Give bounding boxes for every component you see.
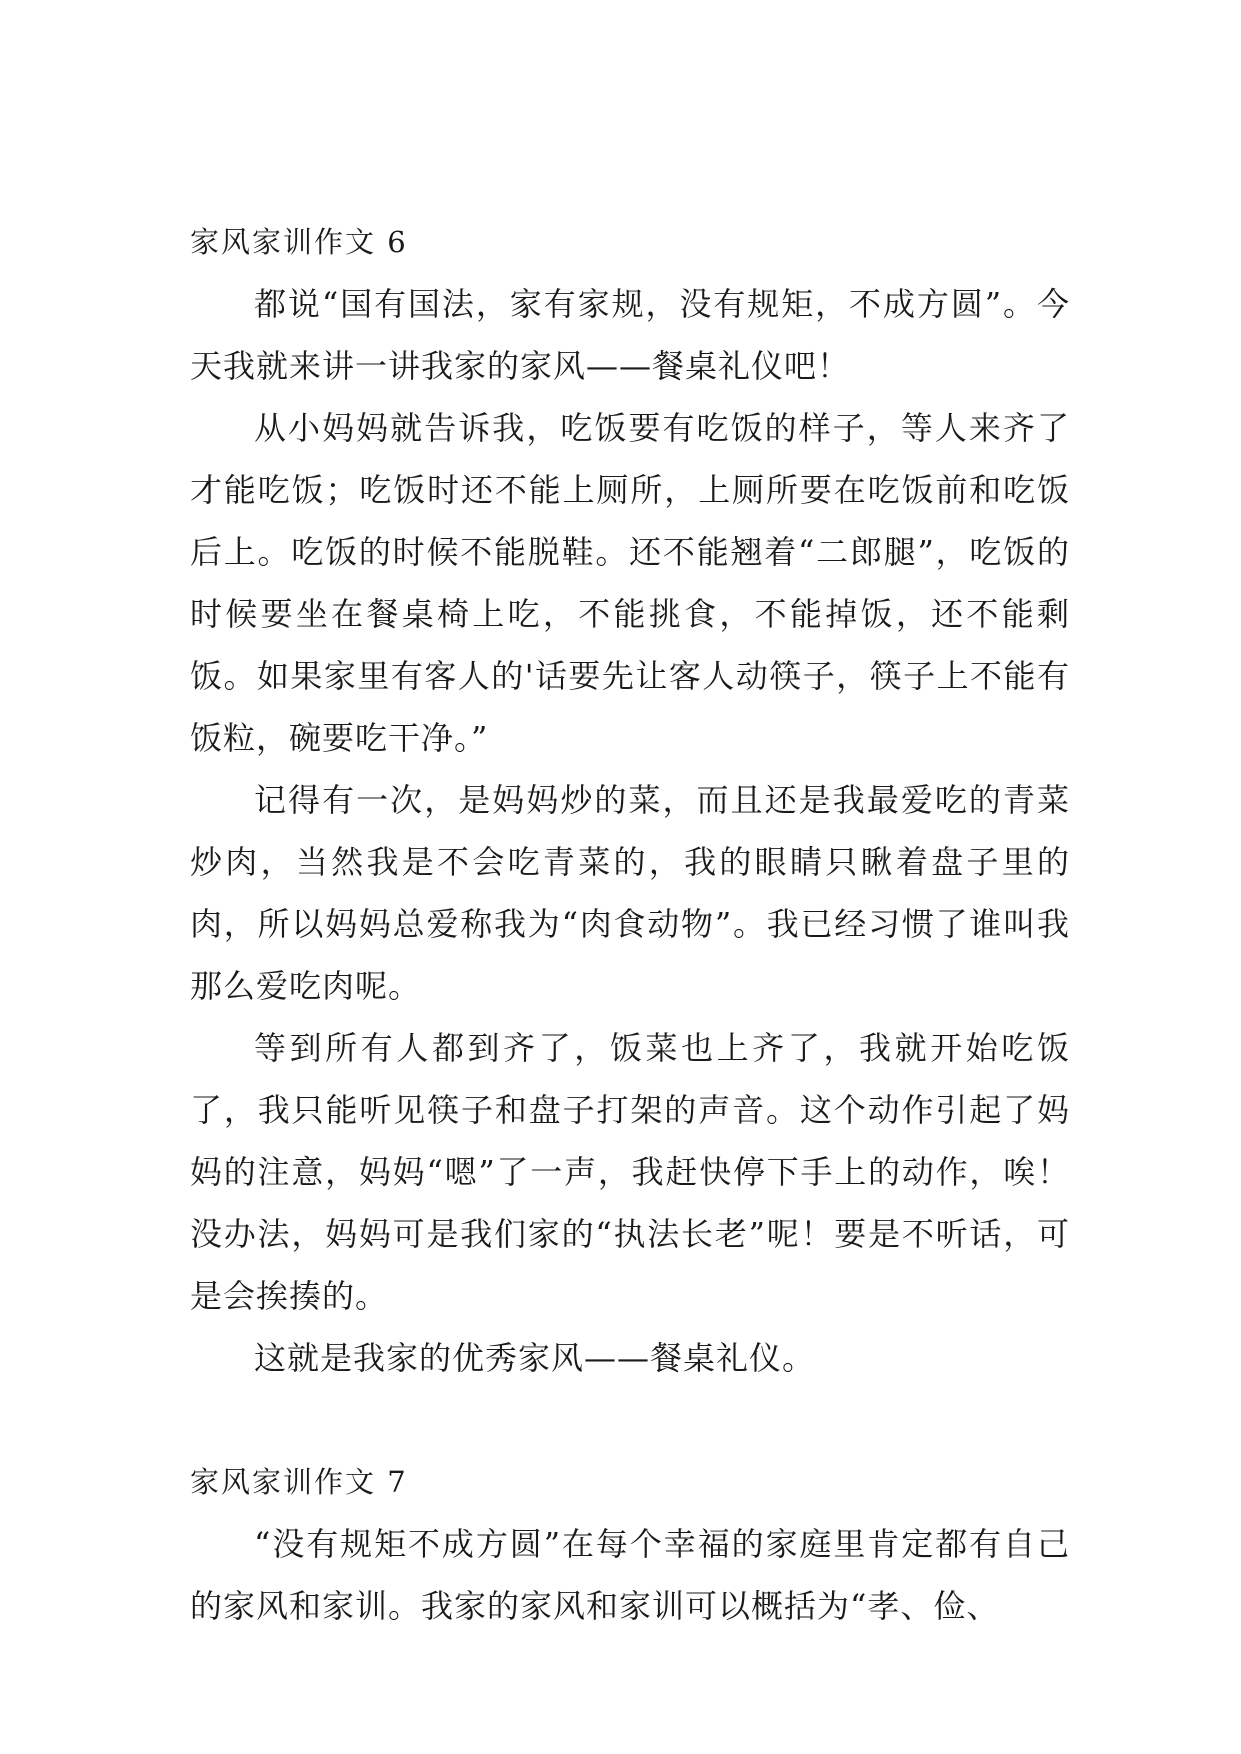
section-heading: 家风家训作文 7 (190, 1465, 408, 1499)
essay-section-7 (190, 1451, 1070, 1637)
document-body (190, 211, 1070, 1637)
paragraph: “没有规矩不成方圆”在每个幸福的家庭里肯定都有自己的家风和家训。我家的家风和家训可以概括为“孝、俭、 (190, 1525, 1070, 1625)
paragraph: 记得有一次，是妈妈炒的菜，而且还是我最爱吃的青菜炒肉，当然我是不会吃青菜的，我的眼睛只瞅着盘子里的肉，所以妈妈总爱称我为“肉食动物”。我已经习惯了谁叫我那么爱吃肉呢。 (190, 781, 1070, 1005)
paragraph: 都说“国有国法，家有家规，没有规矩，不成方圆”。今天我就来讲一讲我家的家风——餐桌礼仪吧！ (190, 285, 1070, 385)
paragraph: 从小妈妈就告诉我，吃饭要有吃饭的样子，等人来齐了才能吃饭；吃饭时还不能上厕所，上厕所要在吃饭前和吃饭后上。吃饭的时候不能脱鞋。还不能翘着“二郎腿”，吃饭的时候要坐在餐桌椅上吃，不能挑食，不能掉饭，还不能剩饭。如果家里有客人的'话要先让客人动筷子，筷子上不能有饭粒，碗要吃干净。” (190, 409, 1070, 757)
essay-section-6 (190, 211, 1070, 1389)
section-heading: 家风家训作文 6 (190, 225, 408, 259)
paragraph: 这就是我家的优秀家风——餐桌礼仪。 (254, 1339, 816, 1377)
paragraph: 等到所有人都到齐了，饭菜也上齐了，我就开始吃饭了，我只能听见筷子和盘子打架的声音。这个动作引起了妈妈的注意，妈妈“嗯”了一声，我赶快停下手上的动作，唉！没办法，妈妈可是我们家的“执法长老”呢！要是不听话，可是会挨揍的。 (190, 1029, 1070, 1315)
